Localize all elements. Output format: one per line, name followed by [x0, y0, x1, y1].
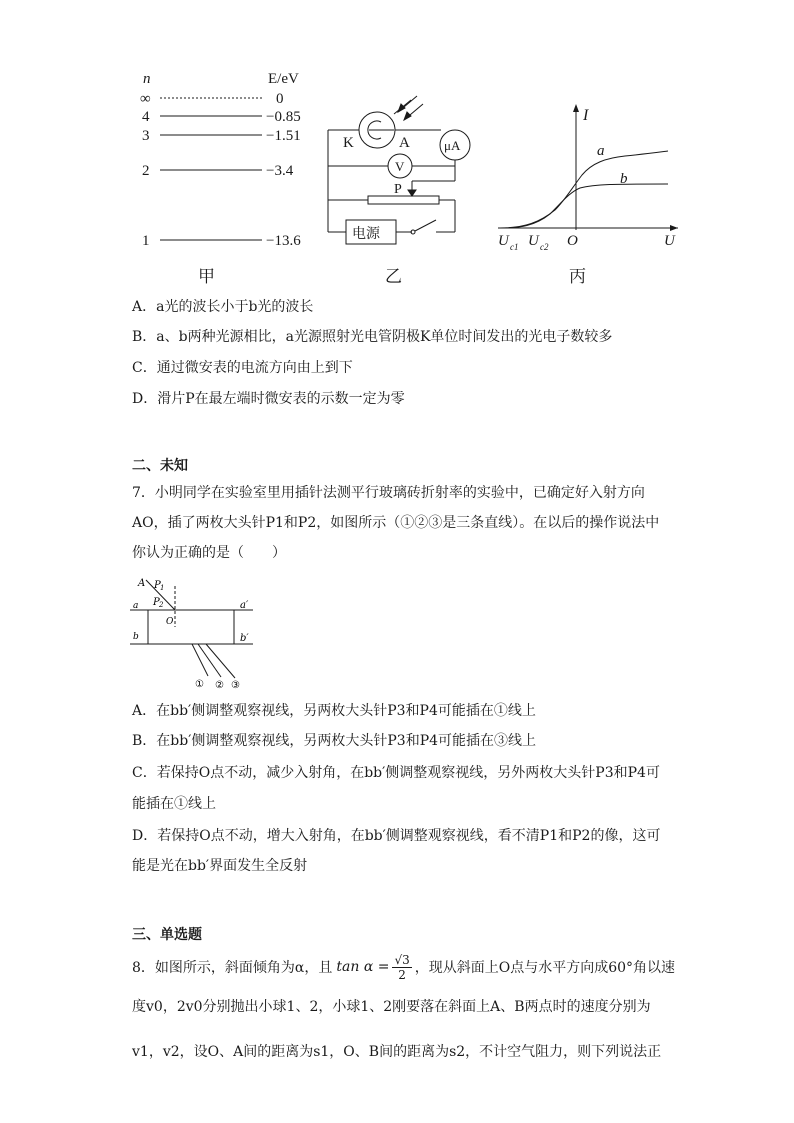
- label-o: O: [166, 617, 174, 627]
- section-2-title: 二、未知: [132, 458, 188, 474]
- q8-line-1-pre: 8．如图所示，斜面倾角为α，且: [132, 960, 333, 976]
- level-4-n: 4: [142, 109, 150, 125]
- caption-bing: 丙: [569, 267, 586, 287]
- q6-option-d: D．滑片P在最左端时微安表的示数一定为零: [132, 391, 405, 407]
- e-label: E/eV: [268, 71, 299, 87]
- q8-tan-expression: tan α =: [336, 959, 390, 975]
- label-p: P: [394, 182, 402, 197]
- label-line-1: ①: [195, 679, 204, 690]
- label-curve-a: a: [597, 143, 605, 159]
- label-b-prime: b′: [240, 633, 249, 644]
- energy-level-diagram: [140, 71, 301, 249]
- n-label: n: [143, 71, 151, 87]
- q7-option-c-line-1: C．若保持O点不动，减少入射角，在bb′侧调整观察视线，另外两枚大头针P3和P4可: [132, 765, 660, 781]
- q8-fraction-numerator: √3: [394, 952, 410, 967]
- label-k: K: [343, 135, 354, 151]
- label-a-prime: a′: [240, 600, 249, 611]
- label-line-3: ③: [231, 680, 240, 691]
- label-ua: μA: [444, 138, 461, 153]
- label-i: I: [583, 107, 589, 124]
- q6-option-b: B．a、b两种光源相比，a光源照射光电管阴极K单位时间发出的光电子数较多: [132, 329, 613, 345]
- label-uc2-sub: c2: [540, 242, 549, 252]
- q7-option-d-line-2: 能是光在bb′界面发生全反射: [132, 858, 308, 874]
- q6-option-c: C．通过微安表的电流方向由上到下: [132, 360, 353, 376]
- curve-b: [500, 184, 668, 228]
- label-line-2: ②: [215, 680, 224, 691]
- level-4-e: −0.85: [266, 109, 301, 125]
- section-3-title: 三、单选题: [132, 927, 202, 943]
- label-uc1-sub: c1: [510, 242, 519, 252]
- level-1-n: 1: [142, 233, 150, 249]
- label-origin: O: [567, 233, 578, 249]
- q8-fraction-denominator: 2: [398, 967, 406, 982]
- q7-option-a: A．在bb′侧调整观察视线，另两枚大头针P3和P4可能插在①线上: [132, 703, 536, 719]
- q7-line-2: AO，插了两枚大头针P1和P2，如图所示（①②③是三条直线）。在以后的操作说法中: [132, 515, 660, 531]
- q7-option-c-line-2: 能插在①线上: [132, 796, 216, 812]
- q7-option-b: B．在bb′侧调整观察视线，另两枚大头针P3和P4可能插在③线上: [132, 733, 537, 749]
- label-u: U: [664, 233, 675, 249]
- i-axis-arrow: [573, 104, 579, 112]
- caption-jia: 甲: [198, 267, 215, 287]
- switch-blade: [415, 220, 436, 231]
- level-2-e: −3.4: [266, 163, 294, 179]
- u-axis-arrow: [670, 225, 678, 231]
- caption-yi: 乙: [385, 267, 402, 287]
- label-uc2: U: [528, 233, 539, 249]
- q7-line-3: 你认为正确的是（ ）: [132, 545, 286, 561]
- label-v: V: [395, 159, 405, 174]
- level-1-e: −13.6: [266, 233, 301, 249]
- label-p1-sub: 1: [160, 584, 165, 592]
- figure-row: [0, 0, 794, 300]
- line-1: [192, 644, 208, 676]
- q7-line-1: 7．小明同学在实验室里用插针法测平行玻璃砖折射率的实验中，已确定好入射方向: [132, 485, 645, 501]
- level-inf-e: 0: [276, 91, 284, 107]
- label-a: A: [399, 135, 410, 151]
- iu-graph: [498, 104, 678, 252]
- q8-line-3: v1，v2，设O、A间的距离为s1，O、B间的距离为s2，不计空气阻力，则下列说法正: [132, 1044, 662, 1060]
- line-2: [198, 644, 221, 677]
- q8-line-1-post: ，现从斜面上O点与水平方向成60°角以速: [414, 960, 676, 976]
- q8-line-2: 度v0，2v0分别抛出小球1、2，小球1、2刚要落在斜面上A、B两点时的速度分别为: [132, 999, 651, 1015]
- level-3-n: 3: [142, 128, 150, 144]
- glass-block-figure: [128, 572, 278, 694]
- label-b: b: [133, 632, 139, 642]
- label-a-point: A: [138, 578, 146, 589]
- q8-line-1: [132, 950, 675, 984]
- slider-arrow: [408, 190, 416, 196]
- level-3-e: −1.51: [266, 128, 301, 144]
- q6-option-a: A．a光的波长小于b光的波长: [132, 299, 314, 315]
- label-uc1: U: [498, 233, 509, 249]
- circuit-labels: [343, 135, 461, 242]
- label-p2-sub: 2: [159, 601, 164, 609]
- label-p2: P: [153, 597, 160, 608]
- label-power-source: 电源: [352, 227, 380, 242]
- arrow-head: [404, 112, 411, 120]
- rheostat: [368, 196, 439, 204]
- curve-a: [500, 151, 668, 228]
- level-2-n: 2: [142, 163, 150, 179]
- q7-option-d-line-1: D．若保持O点不动，增大入射角，在bb′侧调整观察视线，看不清P1和P2的像，这可: [132, 828, 661, 844]
- label-curve-b: b: [620, 171, 628, 187]
- label-p1: P: [154, 580, 161, 591]
- label-a: a: [133, 601, 139, 611]
- q8-fraction: [392, 953, 411, 982]
- level-inf-n: ∞: [140, 91, 151, 107]
